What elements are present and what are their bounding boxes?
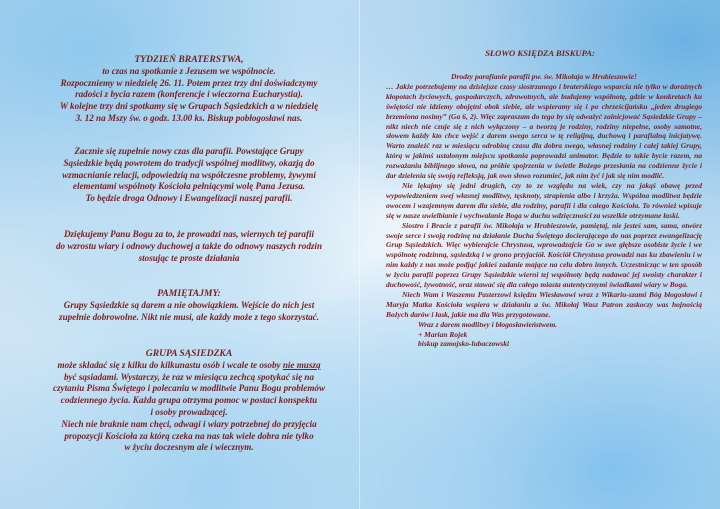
section-title: TYDZIEŃ BRATERSTWA, xyxy=(134,54,244,65)
text-line: radości z bycia razem (konferencje i wieczorna Eucharystia). xyxy=(75,89,303,100)
section-thanks xyxy=(28,229,350,264)
text-line: To będzie droga Odnowy i Ewangelizacji naszej parafii. xyxy=(85,193,293,204)
text-fragment: może składać się z kilku do kilkunastu osób i wcale te osoby xyxy=(57,359,283,370)
text-line: propozycji Kościoła za którą czeka na nas tak wiele dobra nie tylko xyxy=(64,430,314,441)
text-line: Zacznie się zupełnie nowy czas dla parafii. Powstające Grupy xyxy=(74,146,304,156)
text-line: Niech nie braknie nam chęci, odwagi i wiary potrzebnej do przyjęcia xyxy=(61,418,317,429)
underlined-text: nie muszą xyxy=(282,359,321,370)
text-line: stosując te proste działania xyxy=(138,252,240,263)
bishop-letter-title: SŁOWO KSIĘDZA BISKUPA: xyxy=(485,48,595,58)
text-line: W kolejne trzy dni spotkamy się w Grupach Sąsiedzkich a w niedzielę xyxy=(59,101,319,112)
letter-paragraph: Niech Wam i Waszemu Pasterzowi księdzu Wiesławowi wraz z Wikariu-szami Bóg błogosławi i Maryja Matka Kościoła wspiera w działaniu a św. Mikołaj Wasz Patron zaskoczy was hojnością Bożych darów i łask, jakie ma dla Was przygotowane. xyxy=(386,289,702,319)
text-line: czytaniu Pisma Świętego i polecaniu w modlitwie Panu Bogu problemów xyxy=(52,383,326,394)
text-line: i osoby prowadzącej. xyxy=(150,406,228,417)
text-line xyxy=(28,360,350,372)
bishop-letter xyxy=(386,72,702,349)
letter-paragraph: Nie lękajmy się jedni drugich, czy to ze względu na wiek, czy na jakąś obawę przed wypowiedzeniem swej własnej modlitwy, tęsknoty, strapienia albo i krzyża. Wspólna modlitwa będzie owocem i wzajemnym darem dla siebie, dla rodziny, parafii i dla całego Kościoła. To również wpisuje się w nasze uwielbianie i wychwalanie Boga w duchu wdzięczności za wszelkie otrzymane łaski. xyxy=(386,180,702,220)
text-line: do wzrostu wiary i odnowy duchowej a także do odnowy naszych rodzin xyxy=(55,240,323,251)
text-line: codziennego życia. Każda grupa otrzyma pomoc w postaci konspektu xyxy=(60,395,318,406)
text-line: 3. 12 na Mszy św. o godz. 13.00 ks. Biskup pobłogosławi nas. xyxy=(75,112,303,123)
text-line: Sąsiedzkie będą powrotem do tradycji wspólnej modlitwy, okazją do xyxy=(63,157,315,168)
signature-role: biskup zamojsko-lubaczowski xyxy=(418,339,510,349)
section-new-time xyxy=(28,146,350,205)
section-neighborhood-group xyxy=(28,348,350,454)
text-line: Dziękujemy Panu Bogu za to, że prowadzi nas, wiernych tej parafii xyxy=(63,229,315,239)
text-line: zupełnie dobrowolne. Nikt nie musi, ale każdy może z tego skorzystać. xyxy=(59,311,319,322)
text-line: w życiu doczesnym ale i wiecznym. xyxy=(124,442,254,453)
right-page xyxy=(360,0,720,509)
greeting: Drodzy parafianie parafii pw. św. Mikołaja w Hrubieszowie! xyxy=(451,72,637,81)
text-line: Grupy Sąsiedzkie są darem a nie obowiązkiem. Wejście do nich jest xyxy=(63,299,315,310)
signature-line: Wraz z darem modlitwy i błogosławieństwem. xyxy=(418,319,558,329)
text-line: wzmacnianie relacji, odpowiedzią na współczesne problemy, żywymi xyxy=(62,169,316,180)
text-line: być sąsiadami. Wystarczy, że raz w miesiącu zechcą spotykać się na xyxy=(63,371,315,382)
signature-name: + Marian Rojek xyxy=(418,329,468,339)
section-remember xyxy=(28,288,350,323)
text-line: elementami wspólnoty Kościoła pełniącymi wolę Pana Jezusa. xyxy=(72,181,306,192)
section-title: GRUPA SĄSIEDZKA xyxy=(145,348,233,359)
text-line: to czas na spotkanie z Jezusem we wspólnocie. xyxy=(102,65,276,76)
letter-paragraph: Siostro i Bracie z parafii św. Mikołaja w Hrubieszowie, pamiętaj, nie jesteś sam, sama, otwórz swoje serce i swoją rodzinę na działanie Ducha Świętego docierającego do nas poprzez ewangelizację Grup Sąsiedzkich. Więc wybierajcie Chrystusa, wprowadzajcie Go w swe głębsze osobiste życie i we wspólnotę rodzinną, sąsiedzką i w grono przyjaciół. Kościół Chrystusa prowadzi nas ku zbawieniu i w nim każdy z nas może podjąć jakieś zadanie mające na celu dobro innych. Uczestnicząc w ten sposób w życiu parafii poprzez Grupy Sąsiedzkie wierni tej wspólnoty będą nadawać jej swoisty charakter i duchowość, żywotność, oraz stawać się dla całego miasta autentycznymi świadkami wiary w Boga. xyxy=(386,220,702,290)
text-line: Rozpoczniemy w niedzielę 26. 11. Potem przez trzy dni doświadczymy xyxy=(60,77,318,88)
section-title: PAMIĘTAJMY: xyxy=(157,288,221,299)
section-brotherhood-week xyxy=(28,54,350,125)
letter-paragraph: … Jakże potrzebujemy na dzisiejsze czasy siostrzanego i braterskiego wsparcia nie tylko w doraźnych kłopotach życiowych, gospodarczych, zdrowotnych, ale budujemy wspólnotę, gdzie w konkretach ku świętości nie idziemy obojętni obok siebie, ale wspieramy się i po chrześcijańsku „jeden drugiego brzemiona nosimy” (Ga 6, 2). Więc zapraszam do tego by się odważyć zainicjować Sąsiedzkie Grupy – nikt niech nie czuje się z nich wyłączony – a tworzą je rodziny, rodziny niepełne, osoby samotne, słowem każdy kto chce wejść z darem swego serca w tę religijną, duchową i parafialną inicjatywę. Warto znaleźć raz w miesiącu odrobinę czasu dla dobra swego, własnej rodziny i całej takiej Grupy, którą w jakimś ustalonym miejscu spotkania poprowadzi animator. Będzie to takie bycie razem, na rozważaniu biblijnego słowa, na próbie spojrzenia w świetle Bożego przesłania na codzienne życie i dar dzielenia się swoją refleksją, jak owo słowo rozumieć, jak nim żyć i jak się nim modlić. xyxy=(386,81,702,181)
